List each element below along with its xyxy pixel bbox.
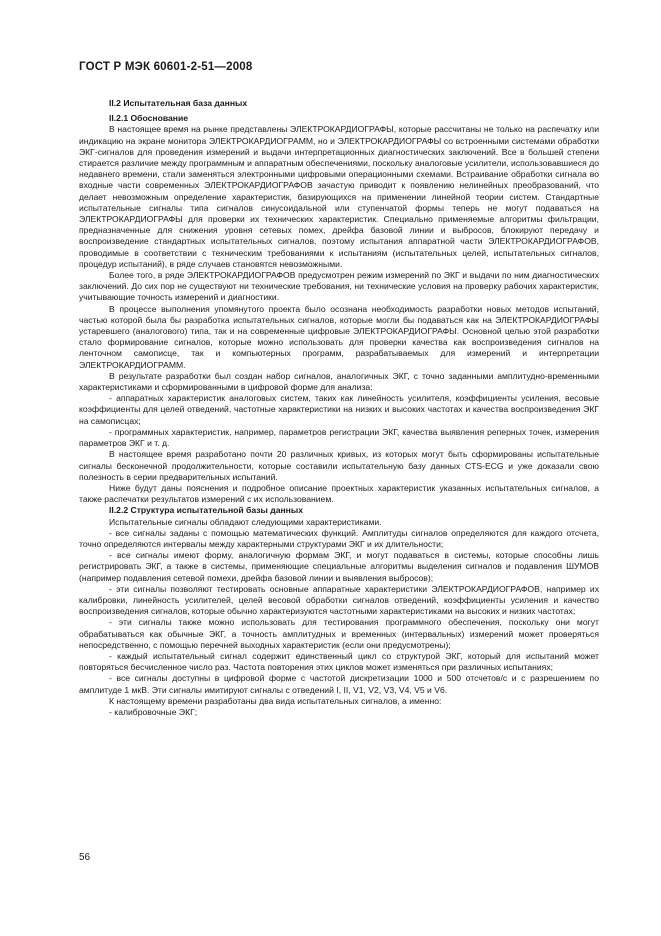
list-item: - аппаратных характеристик аналоговых систем, таких как линейность усилителя, коэффициенты усиления, весовые коэффициенты для целей отведений, частотные характеристики на низких и высоких частотах и качества воспроизведения ЭКГ на самописцах; [79, 393, 599, 426]
subsection-heading-structure: II.2.2 Структура испытательной базы данных [109, 505, 303, 516]
paragraph: Ниже будут даны пояснения и подробное описание проектных характеристик указанных испытательных сигналов, а также распечатки результатов измерений с их использованием. [79, 482, 599, 505]
list-item: - все сигналы доступны в цифровой форме с частотой дискретизации 1000 и 500 отсчетов/с и с разрешением по амплитуде 1 мкВ. Эти сигналы имитируют сигналы с отведений I, II, V1, V2, V3, V4, V5 и V6. [79, 673, 599, 695]
list-item: - каждый испытательный сигнал содержит единственный цикл со структурой ЭКГ, который для испытаний может повторяться бесчисленное число раз. Частота повторения этих циклов может изменяться при различных испытаниях; [79, 650, 599, 673]
subsection-heading-rationale: II.2.1 Обоснование [109, 113, 189, 124]
paragraph: В настоящее время разработано почти 20 различных кривых, из которых могут быть сформированы испытательные сигналы бесконечной продолжительности, которые составили испытательную базу данных CTS-ECG и уже доказали свою полезность в серии предварительных испытаний. [79, 449, 599, 482]
paragraph: В процессе выполнения упомянутого проекта было осознана необходимость разработки новых методов испытаний, частью которой была бы разработка испытательных сигналов, которые могли бы подаваться как на ЭЛЕКТРОКАРДИОГРАФЫ устаревшего (аналогового) типа, так и на современные цифровые ЭЛЕКТРОКАРДИОГРАФЫ. Основной целью этой разработки стало формирование сигналов, которые можно использовать для проверки качества как воспроизведения сигналов на ленточном самописце, так и компьютерных программ, разрабатываемых для измерений и интерпретации ЭЛЕКТРОКАРДИОГРАММ. [79, 303, 599, 370]
paragraph: В настоящее время на рынке представлены ЭЛЕКТРОКАРДИОГРАФЫ, которые рассчитаны не только на распечатку или индикацию на экране монитора ЭЛЕКТРОКАРДИОГРАММ, но и ЭЛЕКТРОКАРДИОГРАФЫ со встроенными системами обработки ЭКГ-сигналов для проведения измерений и выдачи интерпретационных диагностических заключений. Все в большей степени стирается различие между программным и аппаратным обеспечениями, поскольку аналоговые усилители, использовавшиеся до недавнего времени, стали заменяться электронными цифровыми операционными схемами. Встраивание обработки сигнала во входные части современных ЭЛЕКТРОКАРДИОГРАФОВ зачастую приводит к появлению нелинейных преобразований, что делает невозможным определение характеристик, базирующихся на применении линейной теории систем. Стандартные испытательные сигналы типа сигналов синусоидальной или ступенчатой формы теперь не могут подаваться на ЭЛЕКТРОКАРДИОГРАФЫ для проверки их технических характеристик. Специально применяемые алгоритмы фильтрации, предназначенные для снижения уровня сетевых помех, дрейфа базовой линии и выбросов, блокируют передачу и воспроизведение стандартных испытательных сигналов, поэтому испытания аппаратной части ЭЛЕКТРОКАРДИОГРАФОВ, проводимые в соответствии с техническим требованиями к испытаниям (испытательных целей, испытательных сигналов, процедур испытаний), в ряде случаев становятся невозможными. [79, 124, 599, 269]
list-item: - все сигналы имеют форму, аналогичную формам ЭКГ, и могут подаваться в системы, которые способны лишь регистрировать ЭКГ, а также в системы, применяющие специальные алгоритмы выделения сигналов и подавления ШУМОВ (например подавления сетевой помехи, дрейфа базовой линии и выявления выбросов); [79, 550, 599, 583]
page-number: 56 [79, 852, 91, 863]
document-body [79, 98, 599, 718]
paragraph: Испытательные сигналы обладают следующими характеристиками. [109, 516, 382, 527]
paragraph: К настоящему времени разработаны два вида испытательных сигналов, а именно: [109, 695, 442, 706]
list-item: - калибровочные ЭКГ; [109, 706, 198, 717]
paragraph: В результате разработки был создан набор сигналов, аналогичных ЭКГ, с точно заданными амплитудно-временными характеристиками и сформированными в цифровой форме для анализа: [79, 370, 599, 393]
list-item: - эти сигналы также можно использовать для тестирования программного обеспечения, поскольку они могут обрабатываться как обычные ЭКГ, а точность амплитудных и временных (интервальных) измерений может проверяться непосредственно, с помощью перечней выходных характеристик (если они предусмотрены); [79, 617, 599, 650]
list-item: - программных характеристик, например, параметров регистрации ЭКГ, качества выявления реперных точек, измерения параметров ЭКГ и т. д. [79, 426, 599, 449]
section-heading: II.2 Испытательная база данных [109, 98, 248, 108]
document-header: ГОСТ Р МЭК 60601-2-51—2008 [79, 61, 253, 73]
list-item: - все сигналы заданы с помощью математических функций. Амплитуды сигналов определяются для каждого отсчета, точно определяются интервалы между характерными структурами ЭКГ и их длительности; [79, 527, 599, 549]
paragraph: Более того, в ряде ЭЛЕКТРОКАРДИОГРАФОВ предусмотрен режим измерений по ЭКГ и выдачи по ним диагностических заключений. До сих пор не существуют ни технические требования, ни технические условия на проверку рабочих характеристик, учитывающие точность измерений и диагностики. [79, 270, 599, 303]
list-item: - эти сигналы позволяют тестировать основные аппаратные характеристики ЭЛЕКТРОКАРДИОГРАФОВ, например их калибровки, линейность усилителей, целей весовой обработки сигналов отведений, коэффициенты усиления и качество воспроизведения сигналов, которые обычно характеризуются частотными характеристиками на высоких и низких частотах; [79, 583, 599, 617]
